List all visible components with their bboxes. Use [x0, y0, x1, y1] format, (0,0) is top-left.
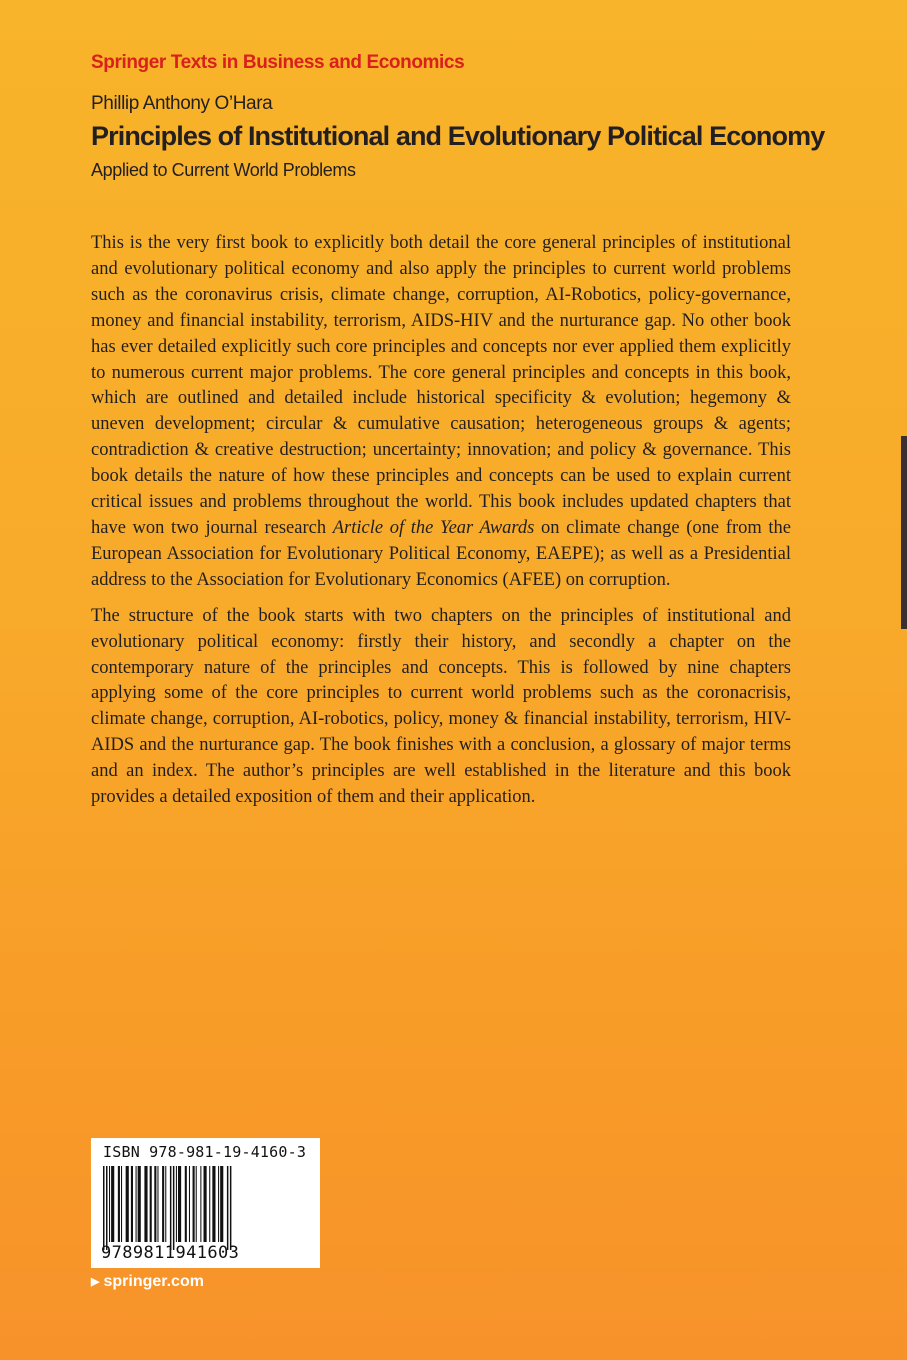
barcode-bar: [227, 1166, 229, 1250]
barcode-bar: [136, 1166, 137, 1242]
blurb-paragraph-2: The structure of the book starts with two chapters on the principles of institutional and evolutionary political economy: firstly their history, and secondly a chapter on the contemporary nature of the principles and concepts. This is followed by nine chapters applying some of the core principles to current world problems such as the coronacrisis, climate change, corruption, AI-robotics, policy, money & financial instability, terrorism, HIV-AIDS and the nurturance gap. The book finishes with a conclusion, a glossary of major terms and an index. The author’s principles are well established in the literature and this book provides a detailed exposition of them and their application.: [91, 605, 791, 808]
author-name: Phillip Anthony O’Hara: [91, 93, 273, 114]
barcode-bar: [189, 1166, 190, 1242]
barcode-bar: [230, 1166, 232, 1250]
website-label: springer.com: [103, 1273, 204, 1290]
award-name: Article of the Year Awards: [332, 517, 535, 538]
barcode-bar: [170, 1166, 172, 1250]
barcode-bar: [196, 1166, 197, 1242]
series-name: Springer Texts in Business and Economics: [91, 52, 465, 73]
barcode-bar: [220, 1166, 223, 1242]
book-title: Principles of Institutional and Evolutionary Political Economy: [91, 121, 825, 151]
barcode-bar: [150, 1166, 152, 1242]
isbn-label: ISBN 978-981-19-4160-3: [103, 1143, 307, 1161]
barcode-bar: [126, 1166, 129, 1242]
barcode-bar: [162, 1166, 164, 1242]
barcode-bar: [176, 1166, 177, 1242]
barcode-bar: [193, 1166, 195, 1242]
barcode-bar: [165, 1166, 166, 1242]
barcode-bar: [103, 1166, 105, 1250]
barcode-bar: [209, 1166, 210, 1242]
barcode-bar: [111, 1166, 114, 1242]
edge-marker: [901, 436, 907, 629]
blurb-p1-text-end: on climate change (one from the European Association for Evolutionary Political Economy, EAEPE); as well as a Presidential address to the Association for Evolutionary Economics (AFEE) on corruption.: [91, 517, 791, 590]
barcode-bar: [121, 1166, 122, 1242]
barcode-bar: [109, 1166, 110, 1242]
blurb: [91, 231, 791, 821]
barcode-bar: [173, 1166, 175, 1250]
barcode-bar: [178, 1166, 181, 1242]
blurb-paragraph-1: [91, 231, 791, 594]
barcode-bar: [138, 1166, 141, 1242]
isbn-barcode: [91, 1138, 320, 1268]
barcode-bar: [157, 1166, 158, 1242]
barcode-digits: 9789811941603: [101, 1243, 240, 1263]
barcode-bar: [185, 1166, 187, 1242]
book-subtitle: Applied to Current World Problems: [91, 160, 356, 180]
barcode-bar: [106, 1166, 108, 1250]
arrow-right-icon: ▶: [91, 1276, 100, 1288]
barcode-bar: [212, 1166, 215, 1242]
springer-link[interactable]: [91, 1273, 204, 1291]
blurb-p1-text: This is the very first book to explicitly both detail the core general principles of institutional and evolutionary political economy and also apply the principles to current world problems such as the coronavirus crisis, climate change, corruption, AI-Robotics, policy-governance, money and financial instability, terrorism, AIDS-HIV and the nurturance gap. No other book has ever detailed explicitly such core principles and concepts nor ever applied them explicitly to numerous current major problems. The core general principles and concepts in this book, which are outlined and detailed include historical specificity & evolution; hegemony & uneven development; circular & cumulative causation; heterogeneous groups & agents; contradiction & creative destruction; uncertainty; innovation; and policy & governance. This book details the nature of how these principles and concepts can be used to explain current critical issues and problems throughout the world. This book includes updated chapters that have won two journal research: [91, 233, 791, 538]
barcode-bar: [131, 1166, 133, 1242]
barcode-bar: [118, 1166, 120, 1242]
barcode-bar: [144, 1166, 147, 1242]
barcode-bar: [154, 1166, 156, 1242]
barcode-bar: [218, 1166, 219, 1242]
barcode-bar: [204, 1166, 207, 1242]
barcode-bar: [200, 1166, 201, 1242]
